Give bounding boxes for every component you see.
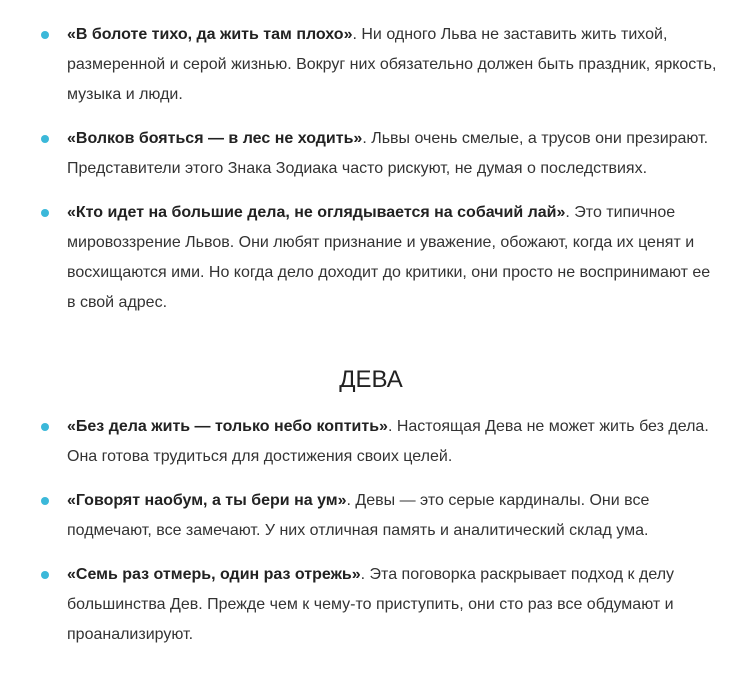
proverb-quote: «Волков бояться — в лес не ходить» [67,130,363,147]
list-item [0,486,742,546]
proverb-description: . Львы очень смелые, а трусов они презирают. Представители этого Знака Зодиака часто рискуют, не думая о последствиях. [67,130,709,177]
proverb-description: . Настоящая Дева не может жить без дела. Она готова трудиться для достижения своих целей. [67,418,709,465]
list-item [0,20,742,110]
leo-proverb-list [0,20,742,332]
bullet-dot-icon [41,31,49,39]
proverb-description: . Это типичное мировоззрение Львов. Они любят признание и уважение, обожают, когда их ценят и восхищаются ими. Но когда дело доходит до критики, они просто не воспринимают ее в свой адрес. [67,204,711,311]
list-item [0,124,742,184]
virgo-proverb-list [0,412,742,664]
proverb-quote: «Говорят наобум, а ты бери на ум» [67,492,347,509]
bullet-dot-icon [41,135,49,143]
section-heading-virgo: ДЕВА [339,366,403,393]
proverb-description: . Девы — это серые кардиналы. Они все подмечают, все замечают. У них отличная память и аналитический склад ума. [67,492,650,539]
proverb-description: . Ни одного Льва не заставить жить тихой, размеренной и серой жизнью. Вокруг них обязательно должен быть праздник, яркость, музыка и люди. [67,26,717,103]
list-item [0,560,742,650]
proverb-quote: «Без дела жить — только небо коптить» [67,418,388,435]
proverb-description: . Эта поговорка раскрывает подход к делу большинства Дев. Прежде чем к чему-то приступить, они сто раз все обдумают и проанализируют. [67,566,675,643]
bullet-dot-icon [41,423,49,431]
bullet-dot-icon [41,209,49,217]
list-item [0,412,742,472]
bullet-dot-icon [41,497,49,505]
list-item [0,198,742,318]
proverb-quote: «Семь раз отмерь, один раз отрежь» [67,566,361,583]
proverb-quote: «В болоте тихо, да жить там плохо» [67,26,353,43]
proverb-quote: «Кто идет на большие дела, не оглядывается на собачий лай» [67,204,566,221]
bullet-dot-icon [41,571,49,579]
